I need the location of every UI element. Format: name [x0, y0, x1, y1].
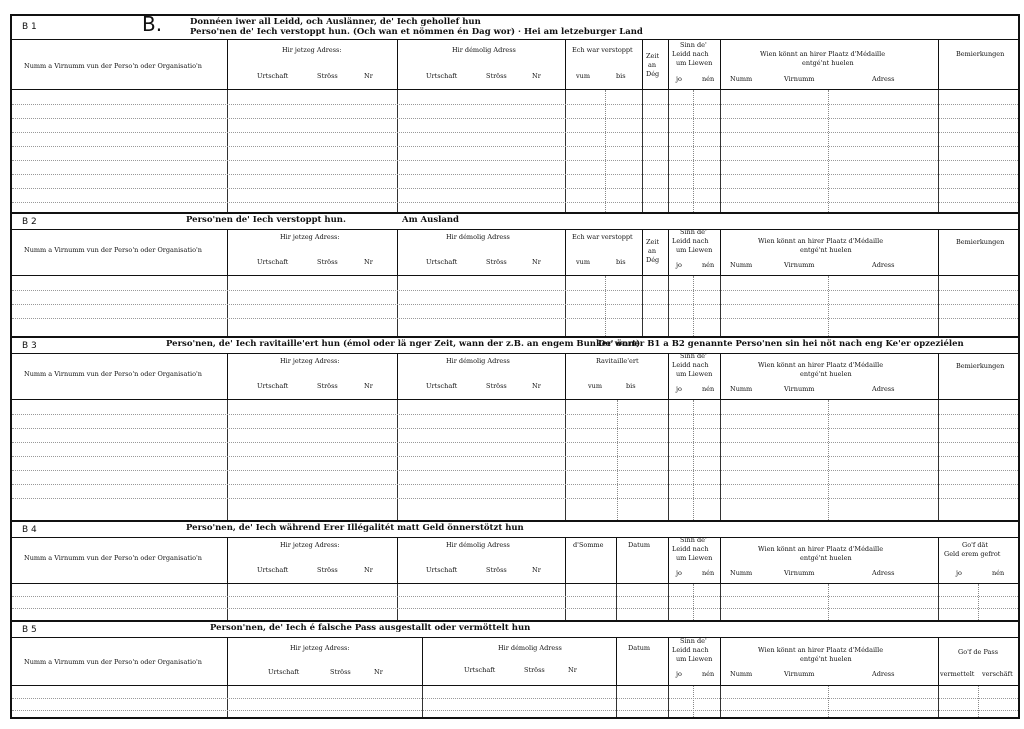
section-b5	[12, 622, 1018, 717]
town-header: Urtschaft	[426, 258, 458, 266]
section-title: Perso'nen de' Iech verstoppt hun.	[186, 215, 346, 225]
medal-header: entgé'nt huelen	[800, 370, 852, 378]
table-body	[12, 686, 1018, 717]
medal-header: Wien könnt an hirer Plaatz d'Médaille	[760, 50, 886, 58]
table-header	[12, 230, 1018, 276]
time-header: an	[648, 61, 657, 69]
street-header: Ströss	[317, 566, 338, 574]
street-header: Ströss	[524, 666, 545, 674]
no-header: nén	[702, 75, 715, 83]
section-label: B 5	[22, 625, 37, 635]
suffered-header: um Liewen	[676, 554, 713, 562]
medal-header: Wien könnt an hirer Plaatz d'Médaille	[758, 361, 884, 369]
yes-header: jo	[676, 385, 682, 393]
medal-name-header: Numm	[730, 385, 753, 393]
section-b5-title	[12, 622, 1018, 638]
section-title: Perso'nen, de' Iech ravitaille'ert hun (émol oder lä nger Zeit, wann der z.B. an engem Bunker wort)	[166, 339, 641, 349]
former-address-header: Hir démolig Adress	[452, 46, 516, 54]
section-b2-title	[12, 214, 1018, 230]
medal-name-header: Numm	[730, 75, 753, 83]
name-col-header: Numm a Virnumm vun der Perso'n oder Organisatio'n	[24, 370, 202, 378]
hidden-header: Ech war verstoppt	[572, 46, 633, 54]
town-header: Urtschaft	[257, 382, 289, 390]
medal-address-header: Adress	[872, 569, 895, 577]
medal-header: entgé'nt huelen	[800, 655, 852, 663]
table-body	[12, 90, 1018, 214]
issued-header: vermettelt	[940, 670, 975, 678]
suffered-header: Sinn de'	[680, 352, 707, 360]
time-header: Dég	[646, 256, 660, 264]
street-header: Ströss	[317, 382, 338, 390]
current-address-header: Hir jetzeg Adress:	[282, 46, 342, 54]
section-title-line2: Perso'nen de' Iech verstoppt hun. (Och wan et nömmen én Dag wor) · Hei am letzeburger Land	[190, 27, 643, 37]
nr-header: Nr	[532, 72, 541, 80]
section-label: B 1	[22, 22, 37, 32]
yes-header: jo	[676, 670, 682, 678]
former-address-header: Hir démolig Adress	[446, 357, 510, 365]
medal-header: entgé'nt huelen	[800, 246, 852, 254]
section-title: Perso'nen, de' Iech während Erer Illégalitét matt Geld önnerstötzt hun	[186, 523, 524, 533]
current-address-header: Hir jetzeg Adress:	[280, 357, 340, 365]
nr-header: Nr	[568, 666, 577, 674]
section-subtitle: De' önner B1 a B2 genannte Perso'nen sin hei nöt nach eng Ke'er opzeziélen	[598, 339, 964, 349]
town-header: Urtschaft	[426, 566, 458, 574]
table-header	[12, 40, 1018, 90]
town-header: Urtschaft	[464, 666, 496, 674]
medal-header: Wien könnt an hirer Plaatz d'Médaille	[758, 646, 884, 654]
nr-header: Nr	[364, 566, 373, 574]
suffered-header: um Liewen	[676, 655, 713, 663]
section-title-line1: Donnéen iwer all Leidd, och Auslänner, de' Iech gehollef hun	[190, 17, 481, 27]
yes-header: jo	[676, 75, 682, 83]
table-header	[12, 354, 1018, 400]
medal-firstname-header: Virnumm	[784, 261, 815, 269]
yes-header: jo	[676, 261, 682, 269]
town-header: Urtschaft	[426, 72, 458, 80]
medal-firstname-header: Virnumm	[784, 75, 815, 83]
no-header: nén	[992, 569, 1005, 577]
suffered-header: Leidd nach	[672, 545, 709, 553]
nr-header: Nr	[532, 382, 541, 390]
former-address-header: Hir démolig Adress	[446, 233, 510, 241]
nr-header: Nr	[364, 72, 373, 80]
remarks-header: Bemierkungen	[956, 50, 1005, 58]
medal-firstname-header: Virnumm	[784, 569, 815, 577]
section-b2	[12, 214, 1018, 338]
nr-header: Nr	[532, 258, 541, 266]
sum-header: d'Somme	[573, 541, 604, 549]
street-header: Ströss	[486, 258, 507, 266]
suffered-header: um Liewen	[676, 246, 713, 254]
section-b1	[12, 12, 1018, 214]
section-title: Person'nen, de' Iech é falsche Pass ausgestallt oder vermöttelt hun	[210, 623, 531, 633]
name-col-header: Numm a Virnumm vun der Perso'n oder Organisatio'n	[24, 554, 202, 562]
medal-header: Wien könnt an hirer Plaatz d'Médaille	[758, 545, 884, 553]
no-header: nén	[702, 261, 715, 269]
remarks-header: Bemierkungen	[956, 238, 1005, 246]
former-address-header: Hir démolig Adress	[446, 541, 510, 549]
street-header: Ströss	[317, 258, 338, 266]
section-letter: B.	[142, 12, 163, 36]
date-header: Datum	[628, 644, 651, 652]
no-header: nén	[702, 385, 715, 393]
current-address-header: Hir jetzeg Adress:	[280, 541, 340, 549]
to-header: bis	[616, 258, 626, 266]
medal-firstname-header: Virnumm	[784, 670, 815, 678]
street-header: Ströss	[317, 72, 338, 80]
money-back-header: Go'f dät	[962, 541, 989, 549]
town-header: Urtschaft	[257, 566, 289, 574]
medal-header: entgé'nt huelen	[802, 59, 854, 67]
made-header: verschäft	[982, 670, 1013, 678]
time-header: an	[648, 247, 657, 255]
form-sheet	[10, 14, 1020, 719]
yes-header: jo	[676, 569, 682, 577]
name-col-header: Numm a Virnumm vun der Perso'n oder Organisatio'n	[24, 62, 202, 70]
suffered-header: Leidd nach	[672, 646, 709, 654]
suffered-header: um Liewen	[676, 59, 713, 67]
street-header: Ströss	[330, 668, 351, 676]
from-header: vum	[576, 72, 591, 80]
time-header: Dég	[646, 70, 660, 78]
table-header	[12, 638, 1018, 686]
suffered-header: Sinn de'	[680, 228, 707, 236]
no-header: nén	[702, 670, 715, 678]
section-label: B 2	[22, 217, 37, 227]
no-header: nén	[702, 569, 715, 577]
table-body	[12, 584, 1018, 622]
yes-header: jo	[956, 569, 962, 577]
town-header: Urtschaft	[426, 382, 458, 390]
current-address-header: Hir jetzeg Adress:	[280, 233, 340, 241]
time-header: Zeit	[646, 52, 660, 60]
suffered-header: Sinn de'	[680, 637, 707, 645]
medal-header: entgé'nt huelen	[800, 554, 852, 562]
street-header: Ströss	[486, 566, 507, 574]
to-header: bis	[616, 72, 626, 80]
medal-address-header: Adress	[872, 670, 895, 678]
medal-header: Wien könnt an hirer Plaatz d'Médaille	[758, 237, 884, 245]
town-header: Urtschaft	[257, 72, 289, 80]
table-body	[12, 400, 1018, 522]
nr-header: Nr	[532, 566, 541, 574]
section-subtitle: Am Ausland	[402, 215, 459, 225]
medal-address-header: Adress	[872, 385, 895, 393]
town-header: Urtschaft	[268, 668, 300, 676]
nr-header: Nr	[364, 382, 373, 390]
name-col-header: Numm a Virnumm vun der Perso'n oder Organisatio'n	[24, 246, 202, 254]
hidden-header: Ech war verstoppt	[572, 233, 633, 241]
remarks-header: Bemierkungen	[956, 362, 1005, 370]
medal-name-header: Numm	[730, 261, 753, 269]
suffered-header: Sinn de'	[680, 41, 707, 49]
table-header	[12, 538, 1018, 584]
nr-header: Nr	[364, 258, 373, 266]
suffered-header: Leidd nach	[672, 237, 709, 245]
suffered-header: Sinn de'	[680, 536, 707, 544]
nr-header: Nr	[374, 668, 383, 676]
medal-address-header: Adress	[872, 261, 895, 269]
town-header: Urtschaft	[257, 258, 289, 266]
suffered-header: Leidd nach	[672, 50, 709, 58]
current-address-header: Hir jetzeg Adress:	[290, 644, 350, 652]
suffered-header: Leidd nach	[672, 361, 709, 369]
from-header: vum	[576, 258, 591, 266]
name-col-header: Numm a Virnumm vun der Perso'n oder Organisatio'n	[24, 658, 202, 666]
section-label: B 4	[22, 525, 37, 535]
medal-firstname-header: Virnumm	[784, 385, 815, 393]
table-body	[12, 276, 1018, 338]
money-back-header: Geld erem gefrot	[944, 550, 1001, 558]
former-address-header: Hir démolig Adress	[498, 644, 562, 652]
section-b3-title	[12, 338, 1018, 354]
medal-address-header: Adress	[872, 75, 895, 83]
section-b4	[12, 522, 1018, 622]
street-header: Ströss	[486, 382, 507, 390]
street-header: Ströss	[486, 72, 507, 80]
section-b3	[12, 338, 1018, 522]
supplied-header: Ravitaille'ert	[596, 357, 639, 365]
time-header: Zeit	[646, 238, 660, 246]
to-header: bis	[626, 382, 636, 390]
medal-name-header: Numm	[730, 569, 753, 577]
section-b4-title	[12, 522, 1018, 538]
section-label: B 3	[22, 341, 37, 351]
date-header: Datum	[628, 541, 651, 549]
pass-header: Go'f de Pass	[958, 648, 999, 656]
section-b1-title	[12, 12, 1018, 40]
from-header: vum	[588, 382, 603, 390]
medal-name-header: Numm	[730, 670, 753, 678]
suffered-header: um Liewen	[676, 370, 713, 378]
